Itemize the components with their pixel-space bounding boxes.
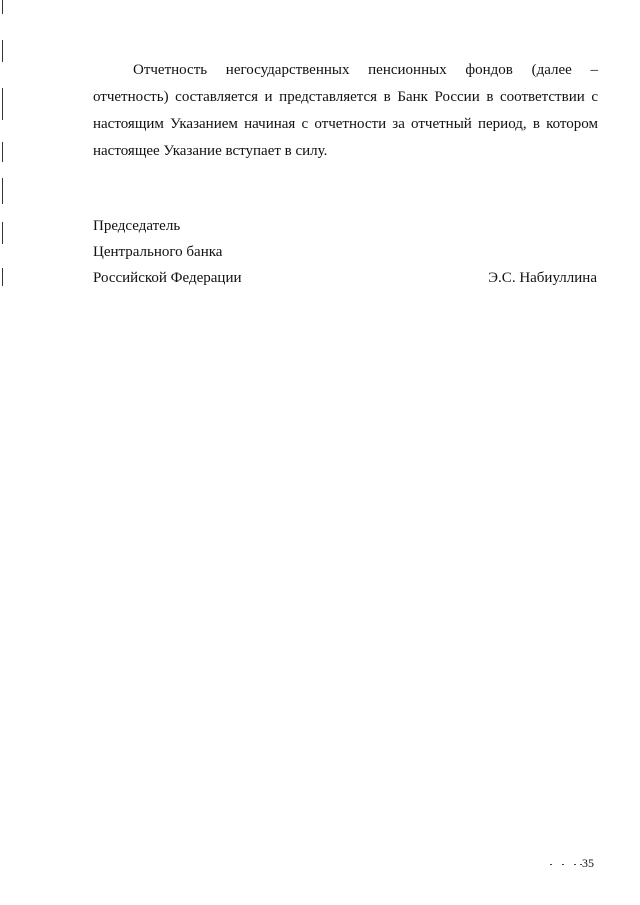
scan-mark [2, 142, 3, 162]
scan-speck [574, 864, 576, 865]
scan-speck [562, 864, 564, 865]
scan-mark [2, 178, 3, 204]
signatory-name: Э.С. Набиуллина [488, 270, 597, 286]
scan-mark [2, 222, 3, 244]
scan-mark [2, 0, 3, 14]
signatory-title-line-2: Центрального банка [93, 244, 223, 260]
scan-mark [2, 40, 3, 62]
body-paragraph: Отчетность негосударственных пенсионных фондов (далее – отчетность) составляется и представляется в Банк России в соответствии с настоящим Указанием начиная с отчетности за отчетный период, в котором настоящее Указание вступает в силу. [93, 62, 598, 159]
scan-mark [2, 268, 3, 286]
signatory-title-line-3: Российской Федерации [93, 270, 242, 286]
scan-mark [2, 88, 3, 120]
signatory-title-line-1: Председатель [93, 218, 181, 234]
page-number: 35 [582, 856, 594, 870]
scan-speck [550, 864, 552, 865]
